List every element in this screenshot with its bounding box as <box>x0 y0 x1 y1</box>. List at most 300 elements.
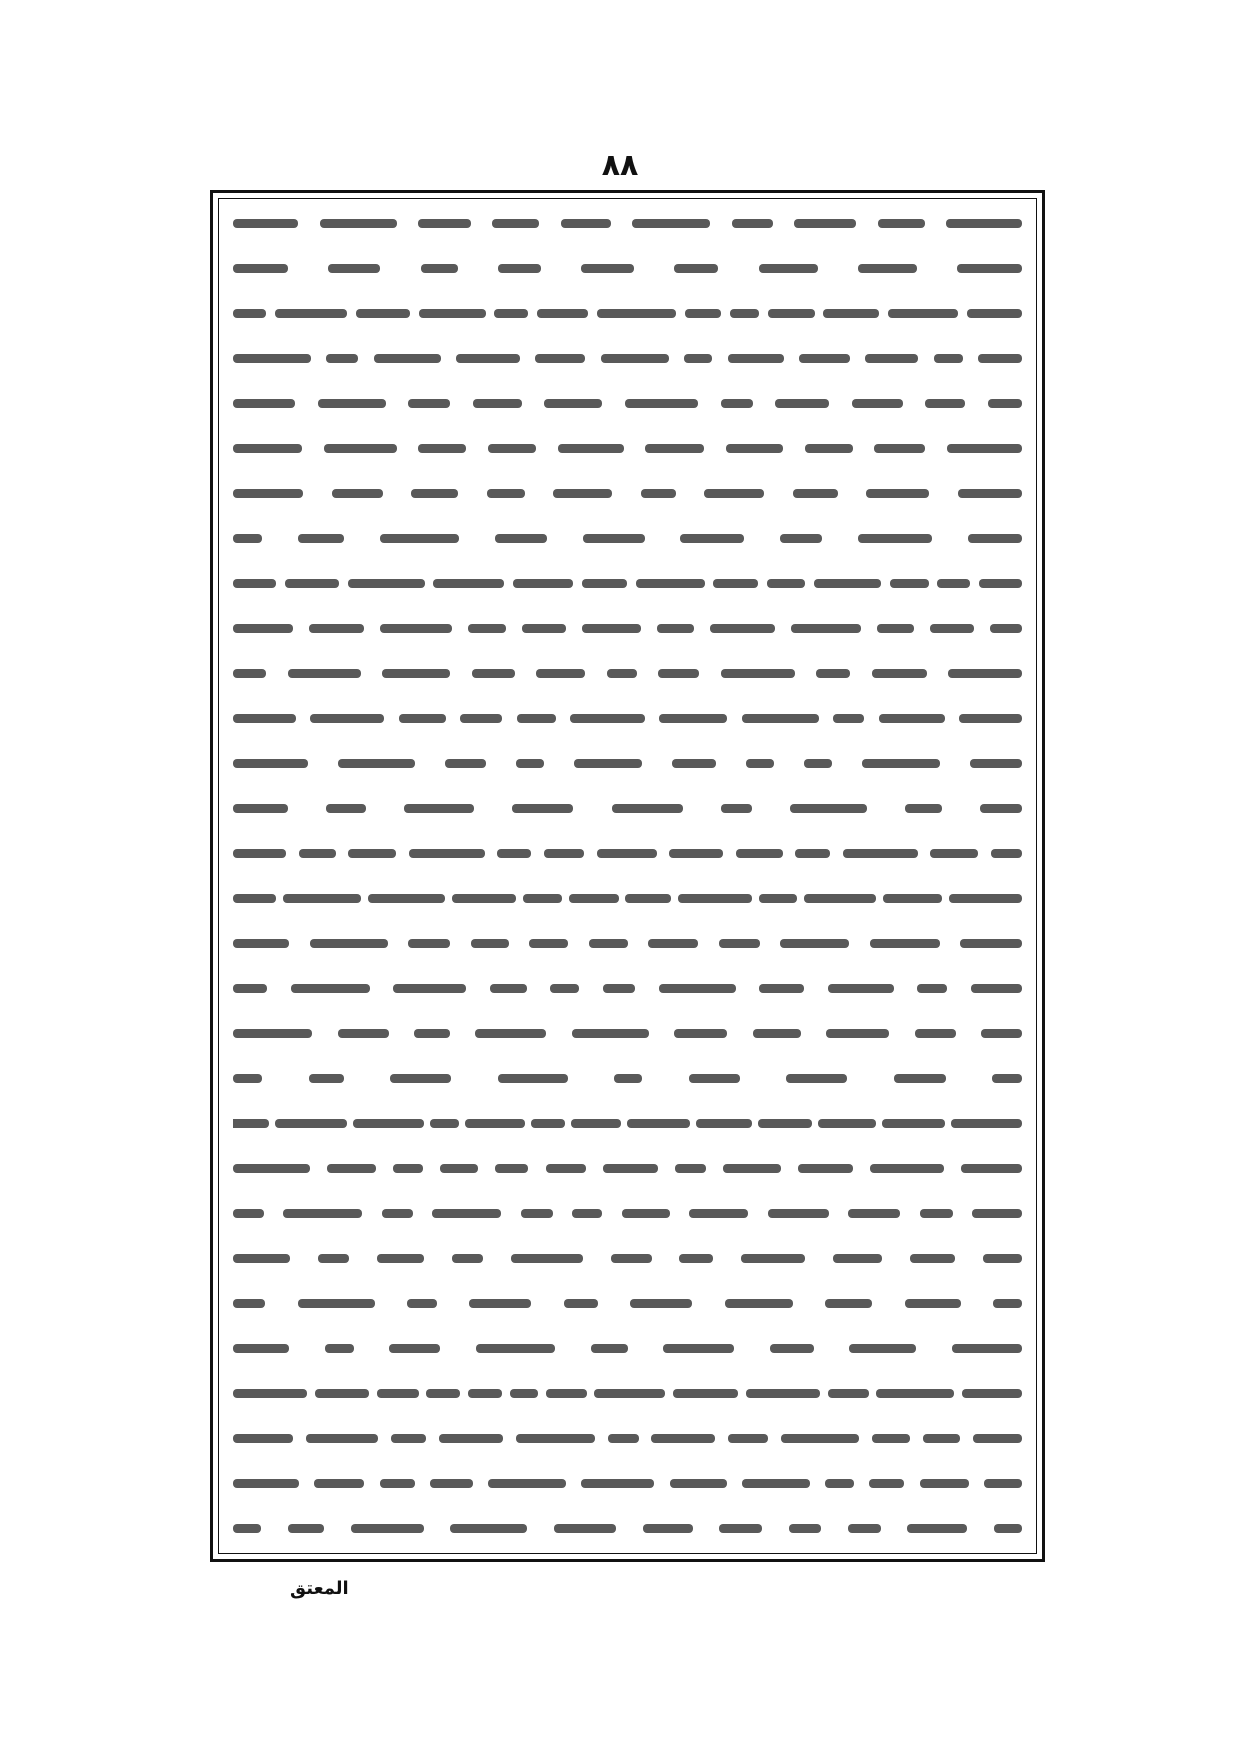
word-placeholder <box>988 399 1022 408</box>
text-body <box>218 198 1037 1554</box>
word-placeholder <box>233 1389 307 1398</box>
word-placeholder <box>233 534 262 543</box>
word-placeholder <box>723 1164 781 1173</box>
word-placeholder <box>657 624 694 633</box>
word-placeholder <box>380 624 452 633</box>
word-placeholder <box>536 669 585 678</box>
text-line <box>233 299 1022 327</box>
word-placeholder <box>516 759 544 768</box>
word-placeholder <box>981 1029 1022 1038</box>
word-placeholder <box>348 849 396 858</box>
word-placeholder <box>544 399 602 408</box>
word-placeholder <box>275 1119 347 1128</box>
word-placeholder <box>849 1344 916 1353</box>
word-placeholder <box>338 1029 389 1038</box>
word-placeholder <box>758 1119 812 1128</box>
word-placeholder <box>934 354 963 363</box>
word-placeholder <box>495 1164 528 1173</box>
word-placeholder <box>572 1029 649 1038</box>
word-placeholder <box>670 1479 727 1488</box>
word-placeholder <box>632 219 710 228</box>
word-placeholder <box>791 624 861 633</box>
word-placeholder <box>382 1209 413 1218</box>
word-placeholder <box>233 714 296 723</box>
word-placeholder <box>517 714 556 723</box>
word-placeholder <box>421 264 458 273</box>
word-placeholder <box>790 804 867 813</box>
word-placeholder <box>920 1209 953 1218</box>
word-placeholder <box>679 1254 713 1263</box>
word-placeholder <box>390 1074 451 1083</box>
word-placeholder <box>915 1029 956 1038</box>
word-placeholder <box>529 939 568 948</box>
word-placeholder <box>759 264 818 273</box>
word-placeholder <box>648 939 698 948</box>
word-placeholder <box>675 1164 706 1173</box>
word-placeholder <box>793 489 838 498</box>
word-placeholder <box>233 1524 261 1533</box>
word-placeholder <box>460 714 502 723</box>
word-placeholder <box>468 624 506 633</box>
word-placeholder <box>612 804 683 813</box>
word-placeholder <box>546 1389 587 1398</box>
text-line <box>233 1515 1022 1543</box>
word-placeholder <box>907 1524 967 1533</box>
word-placeholder <box>704 489 764 498</box>
word-placeholder <box>993 1299 1022 1308</box>
word-placeholder <box>440 1164 478 1173</box>
word-placeholder <box>546 1164 586 1173</box>
word-placeholder <box>870 1164 944 1173</box>
word-placeholder <box>789 1524 821 1533</box>
word-placeholder <box>685 309 721 318</box>
word-placeholder <box>601 354 669 363</box>
text-line <box>233 569 1022 597</box>
word-placeholder <box>775 399 829 408</box>
word-placeholder <box>285 579 339 588</box>
text-line <box>233 254 1022 282</box>
word-placeholder <box>471 939 509 948</box>
word-placeholder <box>759 894 797 903</box>
word-placeholder <box>233 489 303 498</box>
text-line <box>233 1380 1022 1408</box>
word-placeholder <box>418 219 471 228</box>
word-placeholder <box>746 1389 820 1398</box>
word-placeholder <box>583 534 645 543</box>
text-line <box>233 1020 1022 1048</box>
text-line <box>233 524 1022 552</box>
word-placeholder <box>968 534 1022 543</box>
word-placeholder <box>414 1029 450 1038</box>
word-placeholder <box>930 849 978 858</box>
word-placeholder <box>786 1074 847 1083</box>
word-placeholder <box>309 1074 344 1083</box>
word-placeholder <box>418 444 466 453</box>
word-placeholder <box>848 1524 881 1533</box>
word-placeholder <box>233 1299 265 1308</box>
word-placeholder <box>730 309 759 318</box>
word-placeholder <box>959 714 1022 723</box>
word-placeholder <box>233 1029 312 1038</box>
word-placeholder <box>659 714 727 723</box>
text-frame <box>210 190 1045 1562</box>
word-placeholder <box>582 624 641 633</box>
word-placeholder <box>858 534 932 543</box>
word-placeholder <box>581 264 634 273</box>
word-placeholder <box>233 1209 264 1218</box>
text-line <box>233 704 1022 732</box>
word-placeholder <box>973 1434 1022 1443</box>
word-placeholder <box>380 1479 415 1488</box>
word-placeholder <box>351 1524 424 1533</box>
word-placeholder <box>404 804 474 813</box>
word-placeholder <box>684 354 712 363</box>
text-line <box>233 434 1022 462</box>
word-placeholder <box>614 1074 642 1083</box>
word-placeholder <box>570 714 645 723</box>
word-placeholder <box>233 669 266 678</box>
word-placeholder <box>673 1389 738 1398</box>
word-placeholder <box>905 804 942 813</box>
word-placeholder <box>581 1479 654 1488</box>
word-placeholder <box>571 1119 621 1128</box>
word-placeholder <box>725 1299 793 1308</box>
word-placeholder <box>678 894 752 903</box>
word-placeholder <box>356 309 410 318</box>
word-placeholder <box>814 579 881 588</box>
word-placeholder <box>495 534 547 543</box>
word-placeholder <box>233 219 298 228</box>
word-placeholder <box>377 1254 424 1263</box>
text-line <box>233 344 1022 372</box>
word-placeholder <box>450 1524 527 1533</box>
word-placeholder <box>318 399 386 408</box>
word-placeholder <box>488 444 536 453</box>
word-placeholder <box>920 1479 969 1488</box>
word-placeholder <box>736 849 783 858</box>
word-placeholder <box>561 219 611 228</box>
word-placeholder <box>669 849 723 858</box>
word-placeholder <box>283 894 361 903</box>
word-placeholder <box>407 1299 437 1308</box>
word-placeholder <box>327 1164 376 1173</box>
word-placeholder <box>888 309 958 318</box>
word-placeholder <box>233 1254 290 1263</box>
word-placeholder <box>608 1434 639 1443</box>
word-placeholder <box>826 1029 889 1038</box>
word-placeholder <box>949 894 1022 903</box>
word-placeholder <box>960 939 1022 948</box>
word-placeholder <box>309 624 364 633</box>
word-placeholder <box>858 264 917 273</box>
word-placeholder <box>625 894 671 903</box>
word-placeholder <box>432 1209 501 1218</box>
word-placeholder <box>324 444 397 453</box>
word-placeholder <box>531 1119 565 1128</box>
word-placeholder <box>866 489 929 498</box>
word-placeholder <box>917 984 947 993</box>
word-placeholder <box>318 1254 349 1263</box>
word-placeholder <box>805 444 853 453</box>
word-placeholder <box>589 939 628 948</box>
word-placeholder <box>233 1164 310 1173</box>
word-placeholder <box>465 1119 525 1128</box>
word-placeholder <box>498 1074 568 1083</box>
word-placeholder <box>636 579 705 588</box>
word-placeholder <box>430 1479 473 1488</box>
word-placeholder <box>310 714 384 723</box>
word-placeholder <box>233 984 267 993</box>
word-placeholder <box>816 669 850 678</box>
word-placeholder <box>419 309 486 318</box>
word-placeholder <box>781 1434 859 1443</box>
word-placeholder <box>597 849 657 858</box>
word-placeholder <box>962 1389 1022 1398</box>
word-placeholder <box>233 444 302 453</box>
word-placeholder <box>828 1389 869 1398</box>
word-placeholder <box>320 219 397 228</box>
word-placeholder <box>445 759 486 768</box>
word-placeholder <box>630 1299 692 1308</box>
word-placeholder <box>862 759 940 768</box>
word-placeholder <box>338 759 415 768</box>
word-placeholder <box>497 849 531 858</box>
word-placeholder <box>799 354 850 363</box>
word-placeholder <box>591 1344 628 1353</box>
word-placeholder <box>651 1434 715 1443</box>
text-line <box>233 1065 1022 1093</box>
word-placeholder <box>870 939 940 948</box>
word-placeholder <box>696 1119 752 1128</box>
word-placeholder <box>233 354 311 363</box>
word-placeholder <box>767 579 805 588</box>
word-placeholder <box>299 849 336 858</box>
word-placeholder <box>603 1164 658 1173</box>
word-placeholder <box>314 1479 364 1488</box>
word-placeholder <box>488 1479 566 1488</box>
word-placeholder <box>468 1389 502 1398</box>
word-placeholder <box>487 489 525 498</box>
text-line <box>233 839 1022 867</box>
word-placeholder <box>689 1074 740 1083</box>
word-placeholder <box>611 1254 652 1263</box>
text-line <box>233 1290 1022 1318</box>
word-placeholder <box>233 759 308 768</box>
word-placeholder <box>537 309 588 318</box>
word-placeholder <box>984 1479 1022 1488</box>
word-placeholder <box>833 714 864 723</box>
word-placeholder <box>582 579 627 588</box>
word-placeholder <box>558 444 624 453</box>
word-placeholder <box>894 1074 946 1083</box>
word-placeholder <box>878 219 925 228</box>
text-line <box>233 749 1022 777</box>
word-placeholder <box>476 1344 555 1353</box>
word-placeholder <box>882 1119 945 1128</box>
word-placeholder <box>674 264 718 273</box>
word-placeholder <box>399 714 446 723</box>
word-placeholder <box>869 1479 904 1488</box>
word-placeholder <box>951 1119 1022 1128</box>
text-line <box>233 659 1022 687</box>
word-placeholder <box>498 264 541 273</box>
word-placeholder <box>622 1209 670 1218</box>
word-placeholder <box>952 1344 1022 1353</box>
word-placeholder <box>368 894 445 903</box>
word-placeholder <box>535 354 585 363</box>
word-placeholder <box>732 219 773 228</box>
word-placeholder <box>825 1299 872 1308</box>
word-placeholder <box>719 1524 762 1533</box>
word-placeholder <box>377 1389 419 1398</box>
text-line <box>233 884 1022 912</box>
word-placeholder <box>794 219 856 228</box>
word-placeholder <box>948 669 1022 678</box>
word-placeholder <box>469 1299 531 1308</box>
word-placeholder <box>905 1299 961 1308</box>
word-placeholder <box>848 1209 900 1218</box>
word-placeholder <box>972 1209 1022 1218</box>
word-placeholder <box>872 669 927 678</box>
word-placeholder <box>883 894 942 903</box>
word-placeholder <box>298 534 344 543</box>
text-line <box>233 975 1022 1003</box>
word-placeholder <box>283 1209 362 1218</box>
word-placeholder <box>643 1524 693 1533</box>
word-placeholder <box>742 1479 810 1488</box>
text-line <box>233 1200 1022 1228</box>
word-placeholder <box>876 1389 954 1398</box>
word-placeholder <box>452 894 516 903</box>
word-placeholder <box>393 984 466 993</box>
word-placeholder <box>978 354 1022 363</box>
word-placeholder <box>818 1119 876 1128</box>
word-placeholder <box>233 1119 269 1128</box>
word-placeholder <box>983 1254 1022 1263</box>
word-placeholder <box>374 354 441 363</box>
word-placeholder <box>659 984 736 993</box>
word-placeholder <box>658 669 699 678</box>
word-placeholder <box>804 759 832 768</box>
word-placeholder <box>326 804 366 813</box>
word-placeholder <box>233 804 288 813</box>
word-placeholder <box>288 669 361 678</box>
word-placeholder <box>512 804 573 813</box>
word-placeholder <box>768 309 815 318</box>
word-placeholder <box>430 1119 459 1128</box>
word-placeholder <box>674 1029 727 1038</box>
word-placeholder <box>879 714 945 723</box>
word-placeholder <box>865 354 918 363</box>
word-placeholder <box>721 669 795 678</box>
word-placeholder <box>971 984 1022 993</box>
word-placeholder <box>433 579 504 588</box>
word-placeholder <box>492 219 539 228</box>
word-placeholder <box>411 489 458 498</box>
word-placeholder <box>990 624 1022 633</box>
word-placeholder <box>310 939 388 948</box>
word-placeholder <box>795 849 830 858</box>
word-placeholder <box>680 534 744 543</box>
word-placeholder <box>511 1254 583 1263</box>
word-placeholder <box>315 1389 369 1398</box>
word-placeholder <box>233 624 293 633</box>
word-placeholder <box>728 354 784 363</box>
word-placeholder <box>288 1524 324 1533</box>
word-placeholder <box>930 624 974 633</box>
word-placeholder <box>408 399 450 408</box>
word-placeholder <box>348 579 425 588</box>
word-placeholder <box>233 1479 299 1488</box>
word-placeholder <box>741 1254 805 1263</box>
word-placeholder <box>298 1299 375 1308</box>
text-line <box>233 930 1022 958</box>
text-line <box>233 1335 1022 1363</box>
word-placeholder <box>328 264 380 273</box>
word-placeholder <box>994 1524 1022 1533</box>
word-placeholder <box>672 759 716 768</box>
word-placeholder <box>233 579 276 588</box>
word-placeholder <box>325 1344 354 1353</box>
word-placeholder <box>843 849 918 858</box>
word-placeholder <box>719 939 760 948</box>
word-placeholder <box>958 489 1022 498</box>
word-placeholder <box>957 264 1022 273</box>
word-placeholder <box>233 309 266 318</box>
word-placeholder <box>937 579 970 588</box>
word-placeholder <box>768 1209 829 1218</box>
word-placeholder <box>641 489 676 498</box>
word-placeholder <box>306 1434 378 1443</box>
word-placeholder <box>494 309 528 318</box>
word-placeholder <box>770 1344 814 1353</box>
word-placeholder <box>233 264 288 273</box>
word-placeholder <box>233 1074 262 1083</box>
word-placeholder <box>291 984 370 993</box>
word-placeholder <box>233 849 286 858</box>
text-line <box>233 209 1022 237</box>
word-placeholder <box>627 1119 690 1128</box>
word-placeholder <box>569 894 619 903</box>
word-placeholder <box>564 1299 598 1308</box>
text-line <box>233 1110 1022 1138</box>
word-placeholder <box>408 939 450 948</box>
word-placeholder <box>742 714 819 723</box>
word-placeholder <box>550 984 579 993</box>
word-placeholder <box>923 1434 960 1443</box>
word-placeholder <box>490 984 527 993</box>
page-number: ٨٨ <box>601 148 639 183</box>
word-placeholder <box>332 489 383 498</box>
word-placeholder <box>726 444 783 453</box>
word-placeholder <box>522 624 566 633</box>
word-placeholder <box>456 354 520 363</box>
word-placeholder <box>645 444 704 453</box>
text-line <box>233 1470 1022 1498</box>
text-line <box>233 1425 1022 1453</box>
word-placeholder <box>721 804 752 813</box>
word-placeholder <box>452 1254 483 1263</box>
word-placeholder <box>828 984 894 993</box>
word-placeholder <box>946 219 1022 228</box>
word-placeholder <box>380 534 459 543</box>
word-placeholder <box>439 1434 503 1443</box>
word-placeholder <box>233 1434 293 1443</box>
text-line <box>233 794 1022 822</box>
word-placeholder <box>713 579 758 588</box>
word-placeholder <box>759 984 804 993</box>
word-placeholder <box>409 849 485 858</box>
